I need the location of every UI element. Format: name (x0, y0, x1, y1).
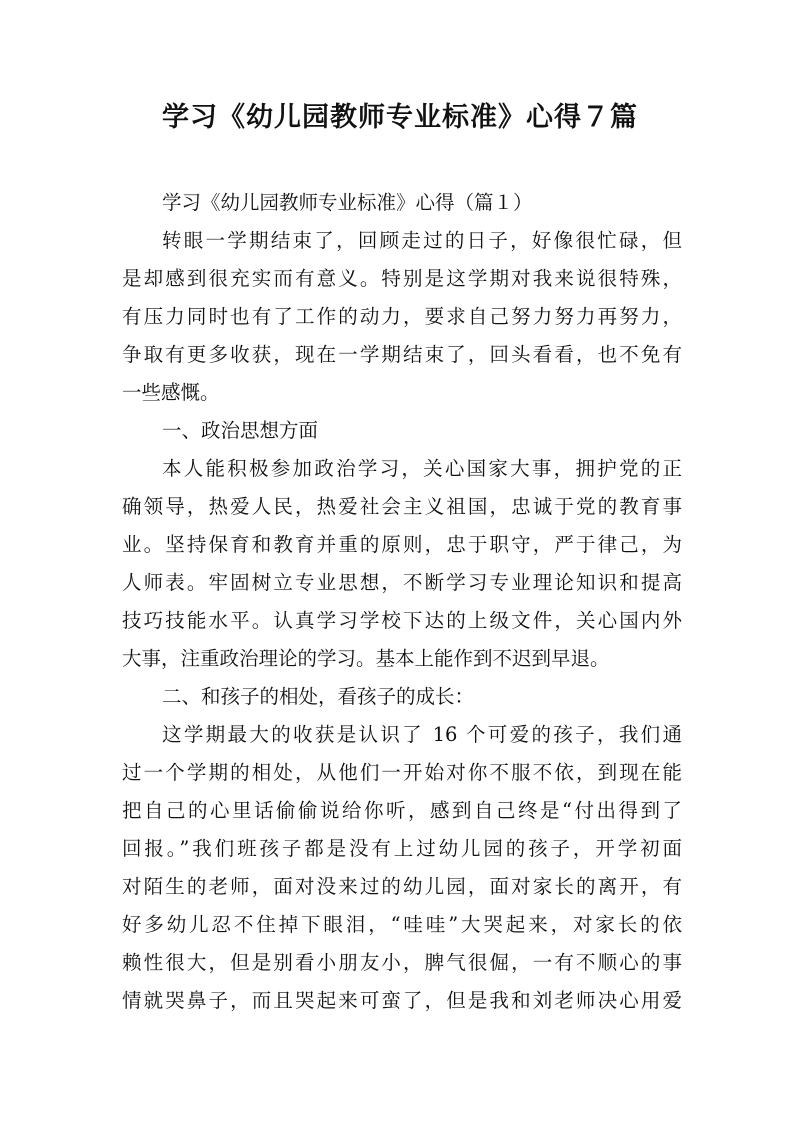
text-line: 技巧技能水平。认真学习学校下达的上级文件，关心国内外 (122, 609, 682, 632)
text-line: 大事，注重政治理论的学习。基本上能作到不迟到早退。 (122, 647, 610, 670)
text-line: 回报。”我们班孩子都是没有上过幼儿园的孩子，开学初面 (122, 837, 682, 860)
section-heading: 二、和孩子的相处，看孩子的成长： (162, 685, 475, 708)
text-line: 情就哭鼻子，而且哭起来可蛮了，但是我和刘老师决心用爱 (122, 989, 682, 1012)
text-line: 争取有更多收获，现在一学期结束了，回头看看，也不免有 (122, 343, 682, 366)
text-line: 好多幼儿忍不住掉下眼泪，“哇哇”大哭起来，对家长的依 (122, 913, 682, 936)
text-line: 学习《幼儿园教师专业标准》心得（篇１） (162, 191, 533, 214)
text-line: 把自己的心里话偷偷说给你听，感到自己终是“付出得到了 (122, 799, 682, 822)
text-line: 确领导，热爱人民，热爱社会主义祖国，忠诚于党的教育事 (122, 495, 682, 518)
text-line: 一些感慨。 (122, 381, 220, 404)
text-line: 人师表。牢固树立专业思想，不断学习专业理论知识和提高 (122, 571, 682, 594)
document-body (122, 184, 682, 1020)
section-heading: 一、政治思想方面 (162, 419, 319, 442)
document-title: 学习《幼儿园教师专业标准》心得７篇 (162, 102, 638, 133)
text-line: 赖性很大，但是别看小朋友小，脾气很倔，一有不顺心的事 (122, 951, 682, 974)
text-line: 业。坚持保育和教育并重的原则，忠于职守，严于律己，为 (122, 533, 682, 556)
text-line: 本人能积极参加政治学习，关心国家大事，拥护党的正 (162, 457, 682, 480)
text-line: 有压力同时也有了工作的动力，要求自己努力努力再努力， (122, 305, 682, 328)
text-line: 是却感到很充实而有意义。特别是这学期对我来说很特殊， (122, 267, 682, 290)
text-line: 这学期最大的收获是认识了 16 个可爱的孩子，我们通 (162, 723, 682, 746)
text-line: 过一个学期的相处，从他们一开始对你不服不依，到现在能 (122, 761, 682, 784)
text-line: 对陌生的老师，面对没来过的幼儿园，面对家长的离开，有 (122, 875, 682, 898)
text-line: 转眼一学期结束了，回顾走过的日子，好像很忙碌，但 (162, 229, 682, 252)
